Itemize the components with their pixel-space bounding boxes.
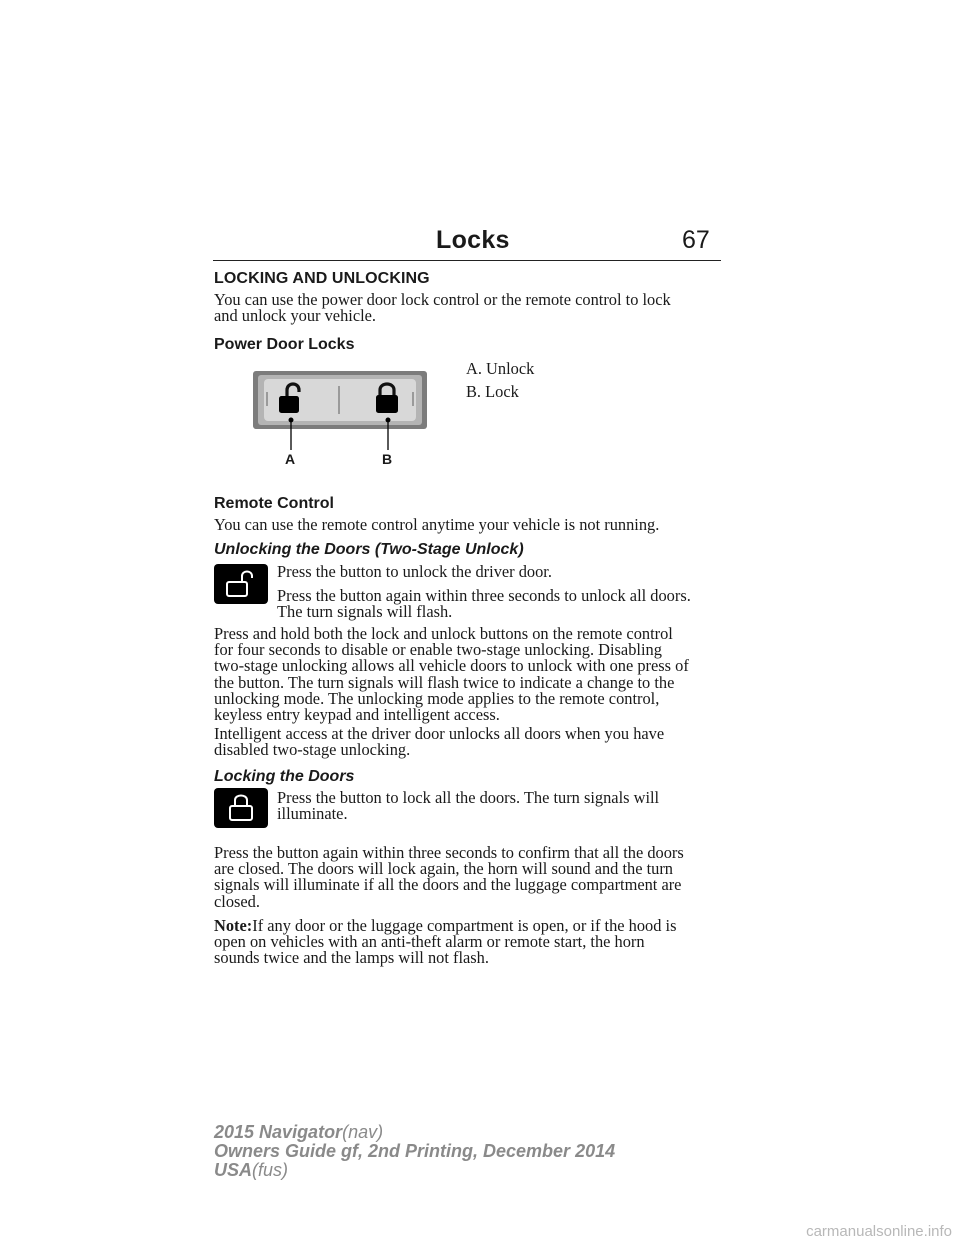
footer-market-code: (fus) — [252, 1160, 289, 1180]
footer-guide: Owners Guide gf, 2nd Printing, December 2014 — [214, 1141, 616, 1161]
remote-control-heading: Remote Control — [214, 495, 334, 512]
lock-step-1: Press the button to lock all the doors. The turn signals will illuminate. — [277, 788, 660, 824]
note-text: If any door or the luggage compartment is open, or if the hood is open on vehicles with an anti-theft alarm or remote start, the horn sounds twice and the lamps will not flash. — [214, 916, 677, 968]
lock-icon — [214, 788, 268, 828]
note-label: Note: — [214, 916, 253, 935]
page-number: 67 — [682, 226, 710, 254]
header-rule — [213, 260, 721, 261]
legend-item-lock: B. Lock — [466, 382, 519, 401]
locking-heading: Locking the Doors — [214, 768, 355, 785]
unlocking-heading: Unlocking the Doors (Two-Stage Unlock) — [214, 541, 524, 558]
footer-model-line — [214, 1123, 615, 1142]
legend-item-unlock: A. Unlock — [466, 359, 535, 378]
lock-switch-icon — [374, 380, 402, 421]
callout-lines — [284, 416, 394, 457]
section-intro: You can use the power door lock control or the remote control to lock and unlock your vehicle. — [214, 290, 671, 326]
watermark: carmanualsonline.info — [806, 1223, 952, 1240]
unlock-step-1: Press the button to unlock the driver door. — [277, 562, 552, 581]
section-title: Locks — [436, 226, 510, 254]
footer-model-code: (nav) — [342, 1122, 384, 1142]
unlock-icon — [214, 564, 268, 604]
lock-paragraph-1: Press the button again within three seconds to confirm that all the doors are closed. The doors will lock again, the horn will sound and the turn signals will illuminate if all the doors and the luggage compartment are closed. — [214, 843, 684, 911]
unlock-step-2: Press the button again within three seconds to unlock all doors. The turn signals will flash. — [277, 586, 691, 622]
remote-control-intro: You can use the remote control anytime your vehicle is not running. — [214, 515, 660, 534]
footer — [214, 1123, 615, 1180]
footer-model: 2015 Navigator — [214, 1122, 343, 1142]
section-heading: LOCKING AND UNLOCKING — [214, 270, 430, 287]
power-door-locks-heading: Power Door Locks — [214, 336, 355, 353]
unlock-switch-icon — [277, 380, 307, 421]
footer-market-line — [214, 1161, 615, 1180]
unlock-paragraph-2: Intelligent access at the driver door unlocks all doors when you have disabled two-stage unlocking. — [214, 724, 665, 760]
unlock-paragraph-1: Press and hold both the lock and unlock buttons on the remote control for four seconds to disable or enable two-stage unlocking. Disabling two-stage unlocking allows all vehicle doors to unlock with one press of the button. The turn signals will flash twice to indicate a change to the unlocking mode. The unlocking mode applies to the remote control, keyless entry keypad and intelligent access. — [214, 624, 689, 725]
footer-market: USA — [214, 1160, 253, 1180]
callout-label-a: A — [285, 451, 296, 467]
note-paragraph — [214, 918, 724, 967]
callout-label-b: B — [382, 451, 393, 467]
